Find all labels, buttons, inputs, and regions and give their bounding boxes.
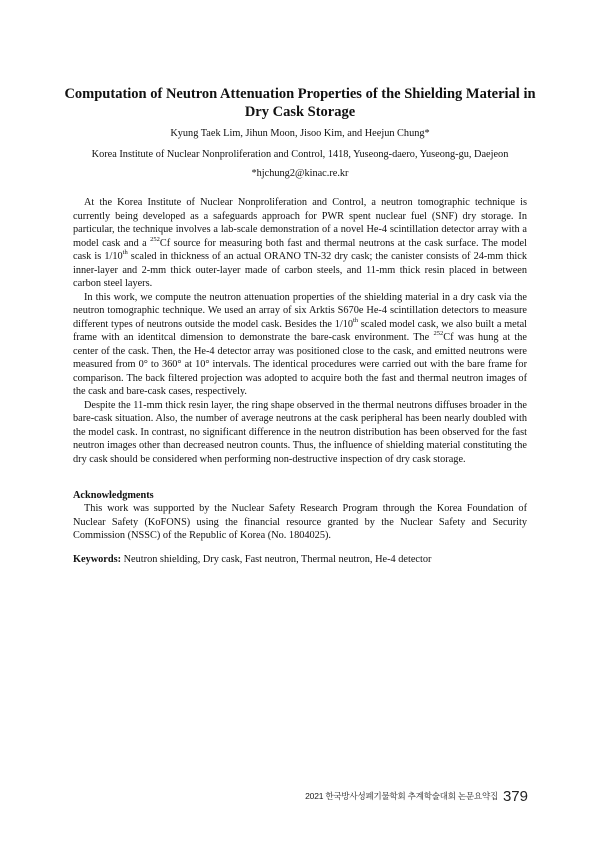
- superscript: 252: [150, 235, 160, 243]
- footer-proceedings-title: 2021 한국방사성폐기물학회 추계학술대회 논문요약집: [305, 791, 498, 801]
- page-number: 379: [502, 788, 528, 805]
- acknowledgments-heading: Acknowledgments: [73, 490, 154, 501]
- paragraph-2-text-c: Cf was hung at the center of the cask. Then, the He-4 detector array was positioned close to the cask, and emitted neutrons were measured from 0° to 360° at 10° intervals. The identical procedures were carried out with the bare frame for comparison. The back filtered projection was adopted to acquire both the fast and thermal neutron images of the cask and bare-cask cases, respectively.: [73, 332, 527, 397]
- corresponding-email: *hjchung2@kinac.re.kr: [251, 168, 349, 179]
- keywords-label: Keywords:: [73, 554, 122, 565]
- superscript: 252: [433, 330, 444, 337]
- author-list: Kyung Taek Lim, Jihun Moon, Jisoo Kim, and Heejun Chung*: [170, 128, 430, 139]
- affiliation: Korea Institute of Nuclear Nonproliferation and Control, 1418, Yuseong-daero, Yuseong-gu, Daejeon: [91, 149, 509, 160]
- paragraph-2-text-b: scaled model cask, we also built a metal frame with an identitcal dimension to demonstrate the bare-cask environment. The: [73, 318, 528, 343]
- keywords-text: Neutron shielding, Dry cask, Fast neutron, Thermal neutron, He-4 detector: [121, 554, 432, 565]
- superscript: th: [122, 249, 128, 256]
- paragraph-1-text-c: scaled in thickness of an actual ORANO TN-32 dry cask; the canister consists of 24-mm thick inner-layer and 2-mm thick outer-layer made of carbon steels, and 11-mm thick resin placed in between carbon steel layers.: [73, 251, 527, 289]
- paragraph-2-text-a: In this work, we compute the neutron attenuation properties of the shielding material in a dry cask via the neutron tomographic technique. We used an array of six Arktis S670e He-4 scintillation detectors to measure different types of neutrons outside the model cask. Besides the 1/10: [73, 291, 527, 330]
- paragraph-3: Despite the 11-mm thick resin layer, the ring shape observed in the thermal neutrons diffuses broader in the bare-cask situation. Also, the number of average neutrons at the cask peripheral has been nearly doubled with the model cask. In contrast, no significant difference in the neutron distribution has been observed for the fast neutron images other than decreased neutron counts. Thus, the influence of shielding material constituting the dry cask should be considered when performing non-destructive inspection of dry cask storage.: [73, 399, 527, 465]
- page-footer: [305, 788, 528, 806]
- paragraph-1-text-a: At the Korea Institute of Nuclear Nonproliferation and Control, a neutron tomographic technique is currently being developed as a safeguards approach for PWR spent nuclear fuel (SNF) dry storage. In particular, the technique involves a lab-scale demonstration of a novel He-4 scintillation detector array with a model cask and a: [73, 197, 527, 249]
- superscript: th: [353, 316, 359, 324]
- acknowledgments-text: This work was supported by the Nuclear Safety Research Program through the Korea Foundation of Nuclear Safety (KoFONS) using the financial resource granted by the Nuclear Safety and Security Commission (NSSC) of the Republic of Korea (No. 1804025).: [73, 503, 527, 541]
- paragraph-1-text-b: Cf source for measuring both fast and thermal neutrons at the cask surface. The model cask is 1/10: [73, 237, 527, 262]
- paragraph-1: [73, 196, 527, 291]
- paper-title: Computation of Neutron Attenuation Properties of the Shielding Material in Dry Cask Storage: [64, 86, 536, 120]
- keywords: [73, 553, 527, 566]
- paragraph-2: [73, 291, 527, 399]
- abstract-body: [73, 196, 527, 466]
